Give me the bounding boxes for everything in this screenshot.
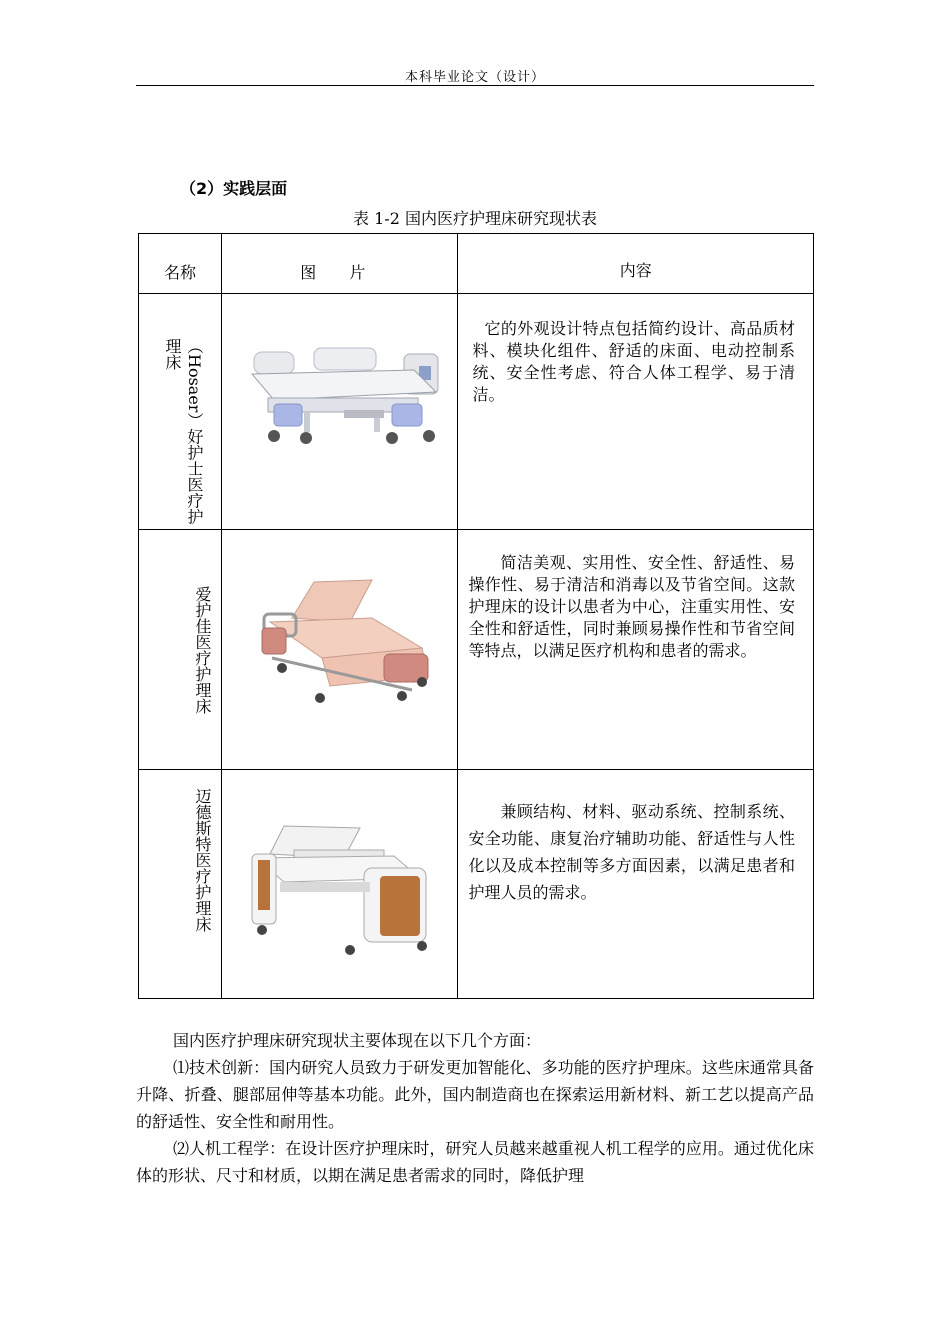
- picture-cell: [222, 294, 458, 530]
- paragraph: 国内医疗护理床研究现状主要体现在以下几个方面：: [173, 1031, 542, 1050]
- product-name: 爱护佳医疗护理床: [193, 586, 212, 714]
- content-cell: [458, 530, 814, 770]
- table-row: [139, 530, 814, 770]
- electric-hospital-bed-icon: [244, 340, 449, 450]
- paragraph: ⑴技术创新：国内研究人员致力于研发更加智能化、多功能的医疗护理床。这些床通常具备升降、折叠、腿部屈伸等基本功能。此外，国内制造商也在探索运用新材料、新工艺以提高产品的舒适性、安全性和耐用性。: [136, 1058, 814, 1131]
- white-wood-nursing-bed-icon: [244, 822, 434, 962]
- section-heading: （2）实践层面: [180, 179, 288, 198]
- product-name: 迈德斯特医疗护理床: [193, 788, 212, 932]
- pink-nursing-bed-icon: [252, 578, 442, 708]
- name-cell: [139, 530, 222, 770]
- name-cell: [139, 770, 222, 999]
- table-row: [139, 294, 814, 530]
- header-content: 内容: [458, 234, 814, 294]
- picture-cell: [222, 770, 458, 999]
- picture-cell: [222, 530, 458, 770]
- header-picture: 图 片: [222, 234, 458, 294]
- product-description: 它的外观设计特点包括简约设计、高品质材料、模块化组件、舒适的床面、电动控制系统、安全性考虑、符合人体工程学、易于清洁。: [472, 319, 795, 404]
- table-row: [139, 770, 814, 999]
- paragraph: ⑵人机工程学：在设计医疗护理床时，研究人员越来越重视人机工程学的应用。通过优化床体的形状、尺寸和材质，以期在满足患者需求的同时，降低护理: [136, 1139, 814, 1185]
- page-header-title: 本科毕业论文（设计）: [404, 70, 545, 85]
- product-description: 兼顾结构、材料、驱动系统、控制系统、安全功能、康复治疗辅助功能、舒适性与人性化以及成本控制等多方面因素，以满足患者和护理人员的需求。: [468, 802, 795, 902]
- research-status-table: [138, 233, 814, 999]
- product-name: （Hosaer）好护士医疗护理床: [163, 338, 204, 525]
- header-divider: [136, 85, 814, 86]
- name-cell: [139, 294, 222, 530]
- content-cell: [458, 294, 814, 530]
- product-description: 简洁美观、实用性、安全性、舒适性、易操作性、易于清洁和消毒以及节省空间。这款护理床的设计以患者为中心，注重实用性、安全性和舒适性，同时兼顾易操作性和节省空间等特点，以满足医疗机构和患者的需求。: [468, 553, 795, 660]
- content-cell: [458, 770, 814, 999]
- body-text: [136, 1027, 814, 1189]
- header-name: 名称: [139, 234, 222, 294]
- table-caption: 表 1-2 国内医疗护理床研究现状表: [353, 209, 597, 228]
- table-header-row: [139, 234, 814, 294]
